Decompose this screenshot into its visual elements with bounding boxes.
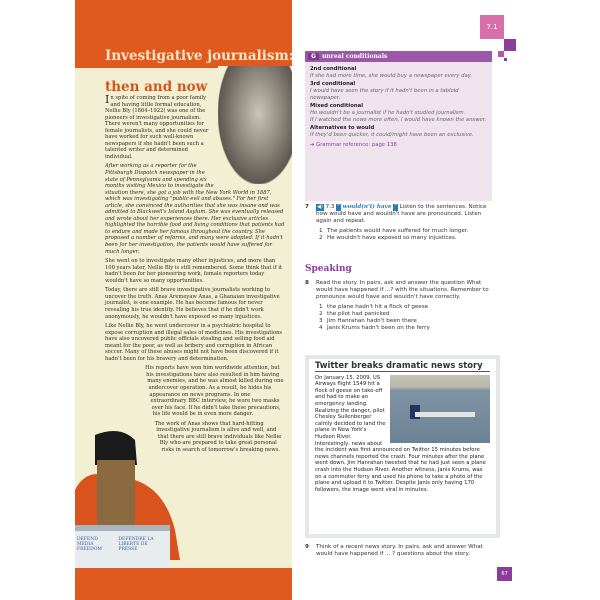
page-number: 67 [497, 567, 512, 581]
grammar-example: If she had more time, she would buy a newspaper every day. [310, 73, 473, 79]
speaking-heading: Speaking [305, 264, 352, 274]
pronunciation-focus: would(n't) have [342, 204, 392, 210]
audio-track: 7.3 [325, 204, 335, 210]
grammar-box [305, 51, 492, 201]
grammar-example: If they'd been quicker, it could/might have been an exclusive. [310, 132, 474, 138]
grammar-title: unreal conditionals [321, 53, 388, 60]
list-item: 1 The patients would have suffered for much longer. [319, 227, 469, 234]
list-item: 1 the plane hadn't hit a flock of geese [319, 303, 429, 310]
quote-close-icon: ” [394, 204, 397, 210]
grammar-example: If I watched the news more often, I would have known the answer. [310, 117, 487, 123]
podium-sign-text: DEFEND MEDIA FREEDOM [77, 537, 102, 552]
section-badge: 7.1 [480, 15, 504, 39]
article-paragraph: In spite of coming from a poor family and having little formal education, Nellie Bly (1864–1922) was one of the pioneers of investigative journalism. There weren't many opportunities for female journalists, and she could never have worked for such well-known newspapers if she hadn't been such a talented writer and determined individual. [105, 93, 209, 160]
decor-square [504, 58, 507, 61]
quote-open-icon: “ [337, 204, 340, 210]
audio-icon[interactable]: ◀) [317, 204, 323, 210]
article-paragraph: The work of Anas shows that hard-hitting investigative journalism is alive and well, and that there are still brave individuals like Nellie Bly who are prepared to take great personal risks in search of tomorrow's breaking news. [154, 420, 282, 453]
article-paragraph: She went on to investigate many other injustices, and more than 100 years later, Nellie Bly is still remembered. Some think that if it hadn't been for her pioneering work, female reporters today wouldn't have so many opportunities. [105, 258, 283, 284]
grammar-subtitle: Alternatives to would [310, 125, 375, 131]
article-title-line1: Investigative journalism: [105, 48, 294, 64]
exercise-number: 8 [305, 280, 309, 286]
grammar-subtitle: Mixed conditional [310, 103, 364, 109]
exercise-number: 9 [305, 544, 309, 550]
grammar-reference-link[interactable]: ➔ Grammar reference: page 138 [310, 142, 397, 148]
exercise-number: 7 [305, 204, 309, 210]
decor-square [504, 39, 516, 51]
article-paragraph: Like Nellie Bly, he went undercover in a psychiatric hospital to expose corruption and illegal sales of medicines. His investigations have also uncovered public officials stealing and selling food aid meant for the poor, as well as bribery and corruption in African soccer. Many of these abuses might not have been discovered if it hadn't been for his bravery and determination. [105, 323, 283, 362]
plane-in-river-photo [390, 375, 490, 443]
exercise-9 [305, 544, 495, 558]
nellie-bly-photo [218, 66, 292, 184]
exercise-instructions: Listen to the sentences. Notice how would have and wouldn't have are pronounced. Listen again and repeat. [316, 204, 487, 225]
list-item: 2 the pilot had panicked [319, 310, 390, 317]
news-story-title: Twitter breaks dramatic news story [315, 362, 490, 372]
grammar-icon: G [308, 53, 319, 60]
list-item: 2 He wouldn't have exposed so many injustices. [319, 234, 457, 241]
article-paragraph: Today, there are still brave investigative journalists working to uncover the truth. Anas Aremeyaw Anas, a Ghanaian investigative journalist, is one example. He has become famous for never revealing his true identity. He believes that if he didn't work anonymously, he wouldn't have exposed so many injustices. [105, 287, 280, 320]
exercise-8 [305, 280, 495, 332]
list-item: 4 Janis Krums hadn't been on the ferry [319, 325, 430, 332]
exercise-instructions: Read the story. In pairs, ask and answer the question What would have happened if ...? with the situations. Remember to pronounce would have and wouldn't have correctly. [316, 280, 489, 301]
news-story-box [305, 355, 500, 538]
grammar-example: I would have seen the story if it hadn't been in a tabloid newspaper. [310, 88, 459, 101]
exercise-instructions: Think of a recent news story. In pairs, ask and answer What would have happened if ... ? questions about the story. [316, 544, 483, 558]
exercise-7 [305, 204, 495, 242]
grammar-subtitle: 2nd conditional [310, 66, 357, 72]
news-story-text: On January 15, 2009, US Airways flight 1549 hit a flock of geese on take-off and had to make an emergency landing. Realizing the danger, pilot Chesley Sullenberger calmly decided to land the plane in New York's Hudson River. Interestingly, news about the incident was first announced on Twitter 15 minutes before news channels reported the crash. Four minutes after the plane went down, Jim Hanrahan tweeted that he had just seen a plane crash into the Hudson River. Another witness, Janis Krums, was on a commuter ferry and used his phone to take a photo of the plane and upload it to Twitter. Despite Janis only having 170 followers, the image went viral in minutes. [315, 374, 486, 493]
grammar-subtitle: 3rd conditional [310, 81, 356, 87]
list-item: 3 Jim Hanrahan hadn't been there [319, 318, 417, 325]
podium-sign [75, 525, 170, 568]
grammar-header [305, 51, 492, 62]
article-paragraph: His reports have won him worldwide attention, but his investigations have also resulted in him having many enemies, and he was almost killed during one undercover operation. As a result, he hides his appearance on news programs. In one extraordinary BBC interview, he wore two masks over his face. If he didn't take these precautions, his life would be in even more danger. [145, 365, 284, 418]
podium-sign-text: DEFENDRE LA LIBERTE DE PRESSE [118, 537, 154, 552]
article-title-line2: then and now [105, 79, 208, 95]
article-paragraph: After working as a reporter for the Pittsburgh Dispatch newspaper in the state of Pennsylvania and spending six months visiting Mexico to investigate the situation there, she got a job with the New York World in 1887, which was investigating "public evil and abuses." For her first article, she convinced the authorities that she was insane and was admitted to Blackwell's Island Asylum. She was eventually released and wrote about her experiences there. Her exclusive articles highlighted the horrible food and living conditions that patients had to endure and made her famous throughout the country. She proposed a number of reforms, and many were adopted. If it hadn't been for her investigation, the patients would have suffered for much longer. [105, 163, 285, 255]
footer-band [75, 568, 292, 600]
decor-square [498, 51, 504, 57]
grammar-example: He wouldn't be a journalist if he hadn't studied journalism. [310, 110, 466, 116]
